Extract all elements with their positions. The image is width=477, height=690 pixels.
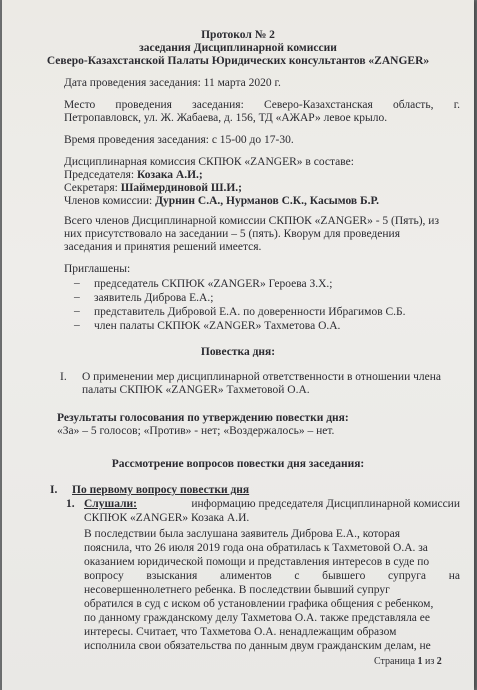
protocol-title: Протокол № 2	[201, 29, 275, 41]
meeting-date: Дата проведения заседания: 11 марта 2020 г.	[64, 77, 281, 89]
agenda-item-number: I.	[60, 371, 67, 383]
vote-title: Результаты голосования по утверждению повестки дня:	[57, 412, 349, 424]
paragraph-line: пояснила, что 26 июля 2019 года она обратилась к Тахметовой О.А. за	[84, 542, 428, 554]
paragraph-line: обратился в суд с иском об установлении графика общения с ребенком,	[84, 598, 434, 610]
secretary-name: Шаймердиновой Ш.И.;	[120, 182, 243, 194]
protocol-organization: Северо-Казахстанской Палаты Юридических консультантов «ZANGER»	[46, 55, 430, 67]
heard-line2: СКПЮК «ZANGER» Козака А.И.	[84, 512, 250, 524]
invited-label: Приглашены:	[64, 263, 131, 275]
list-dash: –	[74, 277, 80, 289]
quorum-line2: них присутствовало на заседании – 5 (пять). Кворум для проведения	[64, 228, 400, 240]
members-names: Дурнин С.А., Нурманов С.К., Касымов Б.Р.	[155, 195, 379, 207]
quorum-line1: Всего членов Дисциплинарной комиссии СКПЮК «ZANGER» - 5 (Пять), из	[64, 215, 439, 227]
paragraph-line: В последствии была заслушана заявитель Диброва Е.А., которая	[84, 528, 401, 540]
paragraph-line: интересы. Считает, что Тахметова О.А. ненадлежащим образом	[84, 626, 397, 638]
paragraph-line: вопросу взыскания алиментов с бывшего супруга на	[84, 570, 460, 582]
subsection-number: 1.	[66, 498, 75, 510]
consideration-title: Рассмотрение вопросов повестки дня заседания:	[111, 458, 365, 470]
agenda-item-line1: О применении мер дисциплинарной ответственности в отношении члена	[82, 371, 442, 383]
invited-item: заявитель Диброва Е.А.;	[94, 292, 214, 304]
heard-label: Слушали:	[84, 498, 137, 510]
document-page	[2, 0, 474, 690]
paragraph-line: по данному гражданскому делу Тахметова О.А. также представляла ее	[84, 612, 430, 624]
invited-item: представитель Дибровой Е.А. по доверенности Ибрагимов С.Б.	[94, 306, 406, 318]
vote-result: «За» – 5 голосов; «Против» - нет; «Воздержалось» – нет.	[57, 425, 335, 437]
section-title: По первому вопросу повестки дня	[72, 484, 250, 496]
list-dash: –	[74, 319, 80, 331]
agenda-item-line2: палаты СКПЮК «ZANGER» Тахметовой О.А.	[82, 384, 310, 396]
members-line: Членов комиссии: Дурнин С.А., Нурманов С.К., Касымов Б.Р.	[64, 195, 379, 207]
invited-item: член палаты СКПЮК «ZANGER» Тахметова О.А.	[94, 320, 341, 332]
section-number: I.	[50, 484, 58, 496]
paragraph-line: несовершеннолетнего ребенка. В последствии бывший супруг	[84, 584, 390, 596]
meeting-time: Время проведения заседания: с 15-00 до 17-30.	[64, 134, 294, 146]
meeting-place-line1: Место проведения заседания: Северо-Казахстанская область, г.	[64, 99, 460, 111]
protocol-subtitle: заседания Дисциплинарной комиссии	[139, 42, 337, 54]
meeting-place-line2: Петропавловск, ул. Ж. Жабаева, д. 156, ТД «АЖАР» левое крыло.	[64, 112, 388, 124]
composition-intro: Дисциплинарная комиссия СКПЮК «ZANGER» в составе:	[64, 156, 354, 168]
chair-line: Председателя: Козака А.И.;	[64, 169, 203, 181]
agenda-title: Повестка дня:	[200, 346, 276, 358]
page-number: Страница 1 из 2	[374, 656, 442, 667]
paragraph-line: исполнила свои обязательства по данным двум гражданским делам, не	[84, 640, 431, 652]
secretary-line: Секретаря: Шаймердиновой Ш.И.;	[64, 182, 243, 194]
list-dash: –	[74, 291, 80, 303]
chair-name: Козака А.И.;	[136, 169, 203, 181]
list-dash: –	[74, 305, 80, 317]
quorum-line3: заседания и принятия решений имеется.	[64, 241, 262, 253]
heard-line1: Слушали: информацию председателя Дисциплинарной комиссии	[84, 498, 460, 510]
invited-item: председатель СКПЮК «ZANGER» Героева З.Х.;	[94, 278, 333, 290]
paragraph-line: оказанием юридической помощи и представления интересов в суде по	[84, 556, 430, 568]
